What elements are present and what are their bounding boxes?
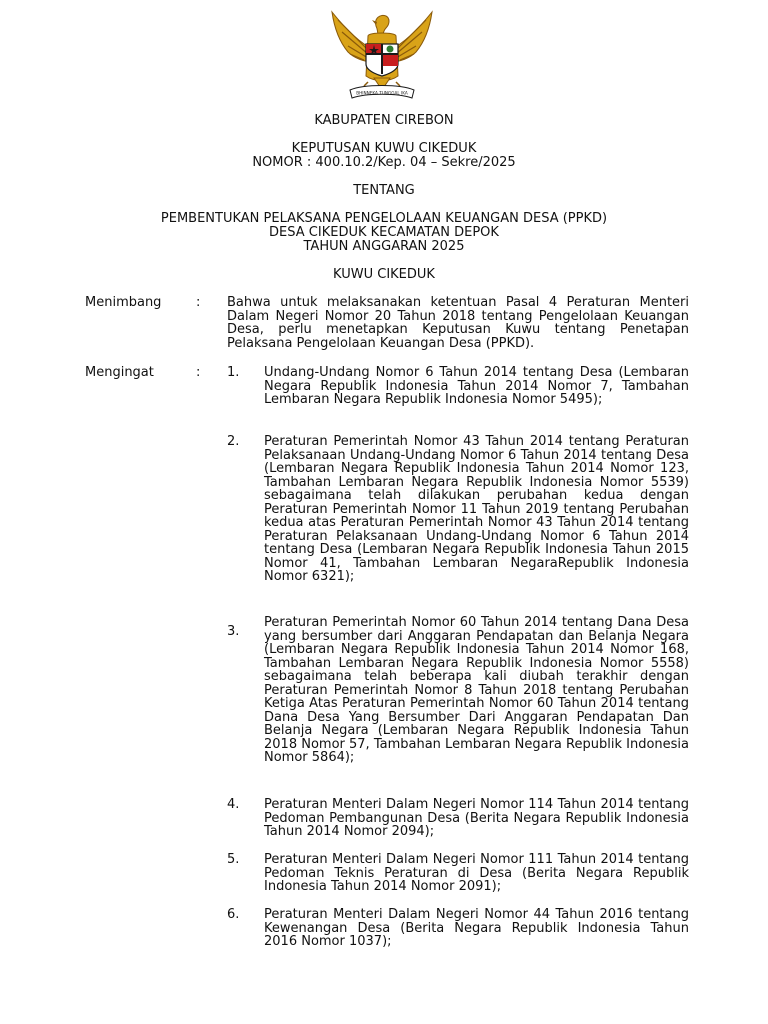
regency-title [0, 114, 768, 128]
mengingat-item-3-text: Peraturan Pemerintah Nomor 60 Tahun 2014 tentang Dana Desa yang bersumber dari Anggaran Pendapatan dan Belanja Negara (Lembaran Negara Republik Indonesia Tahun 2014 Nomor 168, Tambahan Lembaran Negara Republik Indonesia Nomor 5558) sebagaimana telah beberapa kali diubah terakhir dengan Peraturan Pemerintah Nomor 8 Tahun 2018 tentang Perubahan Ketiga Atas Peraturan Pemerintah Nomor 60 Tahun 2014 tentang Dana Desa Yang Bersumber Dari Anggaran Pendapatan Dan Belanja Negara (Lembaran Negara Republik Indonesia Tahun 2018 Nomor 57, Tambahan Lembaran Negara Republik Indonesia Nomor 5864); [264, 615, 689, 765]
issuer-heading [0, 268, 768, 282]
mengingat-item-4-number: 4. [227, 797, 240, 812]
mengingat-item-6-number: 6. [227, 907, 240, 922]
subject-line-3: TAHUN ANGGARAN 2025 [303, 239, 465, 254]
decree-number: NOMOR : 400.10.2/Kep. 04 – Sekre/2025 [252, 155, 516, 170]
menimbang-label: Menimbang [85, 295, 162, 310]
about-label: TENTANG [353, 183, 415, 198]
mengingat-item-3-number: 3. [227, 624, 240, 639]
mengingat-colon: : [196, 365, 201, 380]
regency-name: KABUPATEN CIREBON [314, 113, 454, 128]
subject-line-2: DESA CIKEDUK KECAMATAN DEPOK [269, 225, 499, 240]
decree-heading [0, 142, 768, 170]
menimbang-text: Bahwa untuk melaksanakan ketentuan Pasal 4 Peraturan Menteri Dalam Negeri Nomor 20 Tahun 2018 tentang Pengelolaan Keuangan Desa, perlu menetapkan Keputusan Kuwu tentang Penetapan Pelaksana Pengelolaan Keuangan Desa (PPKD). [227, 295, 689, 351]
subject-line-1: PEMBENTUKAN PELAKSANA PENGELOLAAN KEUANGAN DESA (PPKD) [160, 211, 608, 226]
mengingat-item-5-number: 5. [227, 852, 240, 867]
mengingat-item-2-text: Peraturan Pemerintah Nomor 43 Tahun 2014 tentang Peraturan Pelaksanaan Undang-Undang Nomor 6 Tahun 2014 tentang Desa (Lembaran Negara Republik Indonesia Tahun 2014 Nomor 123, Tambahan Lembaran Negara Republik Indonesia Nomor 5539) sebagaimana telah dilakukan perubahan kedua dengan Peraturan Pemerintah Nomor 11 Tahun 2019 tentang Perubahan kedua atas Peraturan Pemerintah Nomor 43 Tahun 2014 tentang Peraturan Pelaksanaan Undang-Undang Nomor 6 Tahun 2014 tentang Desa (Lembaran Negara Republik Indonesia Tahun 2015 Nomor 41, Tambahan Lembaran NegaraRepublik Indonesia Nomor 6321); [264, 434, 689, 584]
mengingat-item-6-text: Peraturan Menteri Dalam Negeri Nomor 44 Tahun 2016 tentang Kewenangan Desa (Berita Negara Republik Indonesia Tahun 2016 Nomor 1037); [264, 907, 689, 949]
mengingat-item-1-number: 1. [227, 365, 240, 380]
mengingat-item-2-number: 2. [227, 434, 240, 449]
mengingat-item-4-text: Peraturan Menteri Dalam Negeri Nomor 114 Tahun 2014 tentang Pedoman Pembangunan Desa (Berita Negara Republik Indonesia Tahun 2014 Nomor 2094); [264, 797, 689, 839]
garuda-emblem-icon [324, 6, 440, 102]
issuer-name: KUWU CIKEDUK [333, 267, 435, 282]
about-heading [0, 184, 768, 198]
mengingat-item-1-text: Undang-Undang Nomor 6 Tahun 2014 tentang Desa (Lembaran Negara Republik Indonesia Tahun 2014 Nomor 7, Tambahan Lembaran Negara Republik Indonesia Nomor 5495); [264, 365, 689, 407]
decree-title: KEPUTUSAN KUWU CIKEDUK [291, 141, 477, 156]
emblem-motto: BHINNEKA TUNGGAL IKA [356, 90, 408, 96]
menimbang-colon: : [196, 295, 201, 310]
subject-heading [0, 212, 768, 254]
mengingat-item-5-text: Peraturan Menteri Dalam Negeri Nomor 111 Tahun 2014 tentang Pedoman Teknis Peraturan di Desa (Berita Negara Republik Indonesia Tahun 2014 Nomor 2091); [264, 852, 689, 894]
mengingat-label: Mengingat [85, 365, 154, 380]
